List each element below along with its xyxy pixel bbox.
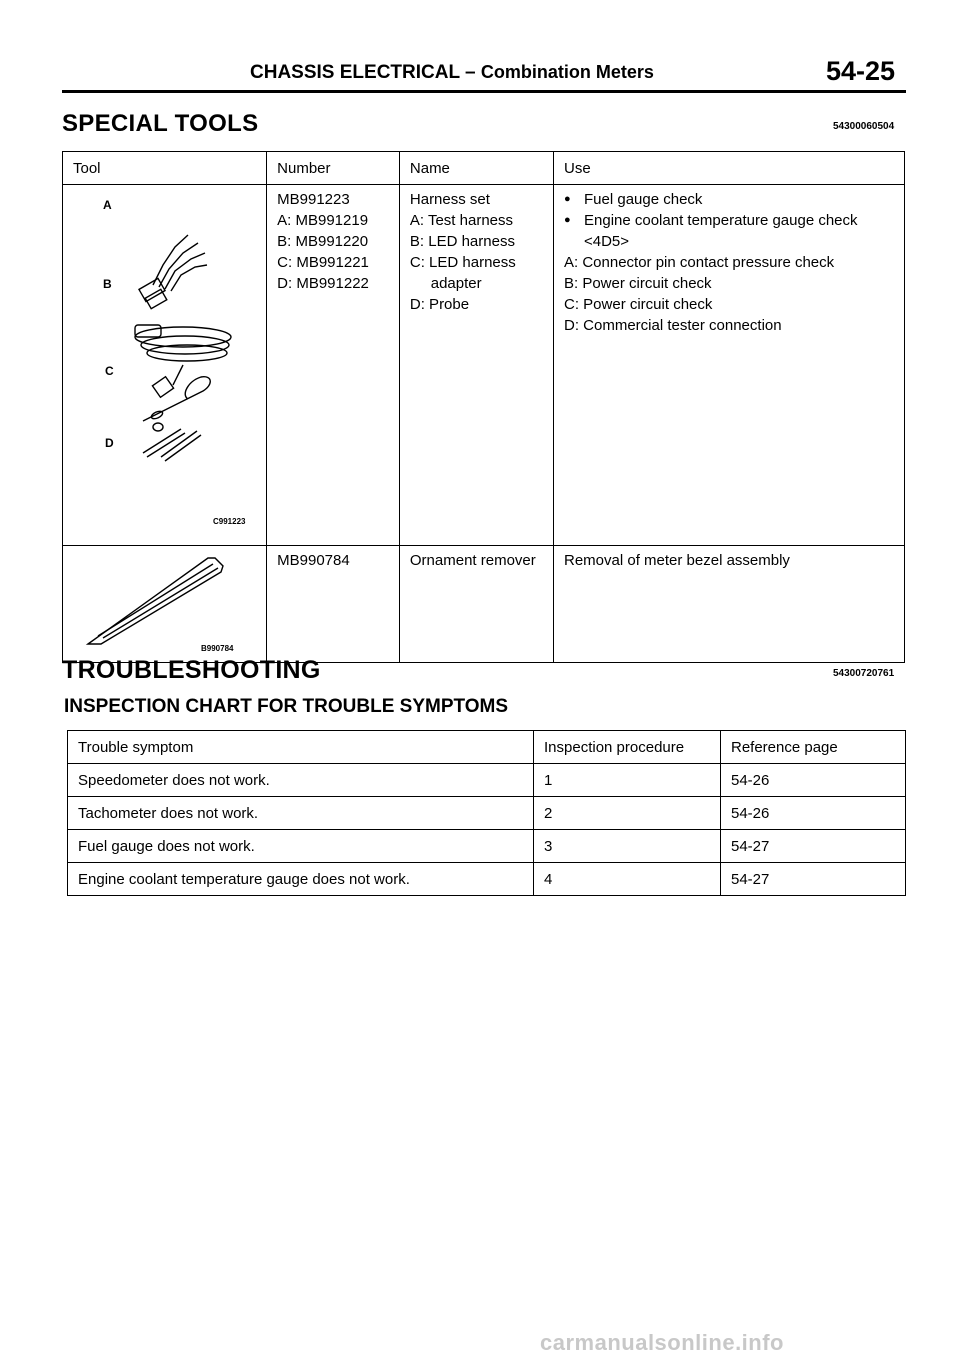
use-bullet-coolant: ● Engine coolant temperature gauge check <4D5> bbox=[564, 210, 894, 252]
name-a: A: Test harness bbox=[409, 212, 514, 229]
table-row bbox=[68, 863, 906, 896]
symptom-cell: Tachometer does not work. bbox=[68, 797, 534, 830]
symptom-cell: Speedometer does not work. bbox=[68, 764, 534, 797]
reference-cell: 54-27 bbox=[721, 830, 906, 863]
number-main: MB991223 bbox=[277, 191, 350, 208]
running-header bbox=[250, 62, 654, 84]
harness-set-illustration bbox=[63, 185, 253, 525]
uses-bullet-list bbox=[564, 189, 894, 252]
use-d: D: Commercial tester connection bbox=[564, 317, 782, 334]
remover-use: Removal of meter bezel assembly bbox=[554, 546, 905, 663]
remover-name: Ornament remover bbox=[399, 546, 553, 663]
header-dash: – bbox=[465, 62, 476, 83]
tools-header-row bbox=[63, 152, 905, 185]
special-tools-title: SPECIAL TOOLS bbox=[62, 110, 259, 137]
procedure-cell: 1 bbox=[534, 764, 721, 797]
inspection-header-row bbox=[68, 731, 906, 764]
col-header-tool: Tool bbox=[63, 152, 267, 185]
fig-label-b: B bbox=[103, 277, 112, 291]
tool-numbers-cell bbox=[267, 185, 400, 546]
tool-uses-cell bbox=[554, 185, 905, 546]
ornament-remover-illustration bbox=[63, 546, 263, 656]
fig-caption-b990784: B990784 bbox=[201, 644, 234, 653]
special-tools-table bbox=[62, 151, 905, 663]
table-row bbox=[68, 830, 906, 863]
header-subsection: Combination Meters bbox=[480, 62, 654, 82]
col-header-use: Use bbox=[554, 152, 905, 185]
number-a: A: MB991219 bbox=[277, 212, 369, 229]
tool-row-ornament-remover bbox=[63, 546, 905, 663]
table-row bbox=[68, 797, 906, 830]
procedure-cell: 3 bbox=[534, 830, 721, 863]
page-number: 54-25 bbox=[826, 56, 896, 86]
reference-cell: 54-26 bbox=[721, 764, 906, 797]
number-d: D: MB991222 bbox=[277, 275, 369, 292]
col-header-reference: Reference page bbox=[721, 731, 906, 764]
header-section: CHASSIS ELECTRICAL bbox=[250, 62, 460, 83]
procedure-cell: 2 bbox=[534, 797, 721, 830]
tool-figure-cell bbox=[63, 185, 267, 546]
col-header-procedure: Inspection procedure bbox=[534, 731, 721, 764]
troubleshooting-title: TROUBLESHOOTING bbox=[62, 656, 321, 684]
name-c: C: LED harness bbox=[409, 254, 516, 271]
reference-cell: 54-26 bbox=[721, 797, 906, 830]
col-header-number: Number bbox=[267, 152, 400, 185]
tool-row-harness-set bbox=[63, 185, 905, 546]
col-header-name: Name bbox=[399, 152, 553, 185]
fig-caption-c991223: C991223 bbox=[213, 517, 246, 526]
col-header-symptom: Trouble symptom bbox=[68, 731, 534, 764]
use-a: A: Connector pin contact pressure check bbox=[564, 254, 835, 271]
name-c-cont: adapter bbox=[409, 275, 482, 292]
symptom-cell: Engine coolant temperature gauge does not work. bbox=[68, 863, 534, 896]
inspection-chart-title: INSPECTION CHART FOR TROUBLE SYMPTOMS bbox=[64, 696, 509, 717]
remover-figure-cell bbox=[63, 546, 267, 663]
symptom-cell: Fuel gauge does not work. bbox=[68, 830, 534, 863]
use-c: C: Power circuit check bbox=[564, 296, 713, 313]
name-d: D: Probe bbox=[409, 296, 470, 313]
remover-number: MB990784 bbox=[267, 546, 400, 663]
fig-label-a: A bbox=[103, 198, 112, 212]
use-b: B: Power circuit check bbox=[564, 275, 712, 292]
fig-label-c: C bbox=[105, 364, 114, 378]
number-b: B: MB991220 bbox=[277, 233, 369, 250]
tool-names-cell bbox=[399, 185, 553, 546]
reference-cell: 54-27 bbox=[721, 863, 906, 896]
table-row bbox=[68, 764, 906, 797]
header-rule bbox=[62, 90, 906, 93]
procedure-cell: 4 bbox=[534, 863, 721, 896]
fig-label-d: D bbox=[105, 436, 114, 450]
special-tools-code: 54300060504 bbox=[833, 121, 895, 132]
use-bullet-fuel: ● Fuel gauge check bbox=[564, 189, 894, 210]
name-b: B: LED harness bbox=[409, 233, 515, 250]
troubleshooting-code: 54300720761 bbox=[833, 668, 895, 679]
inspection-chart-table bbox=[67, 730, 906, 896]
number-c: C: MB991221 bbox=[277, 254, 369, 271]
harness-drawing-icon bbox=[63, 185, 253, 525]
name-main: Harness set bbox=[409, 191, 490, 208]
footer-watermark: carmanualsonline.info bbox=[540, 1330, 784, 1355]
